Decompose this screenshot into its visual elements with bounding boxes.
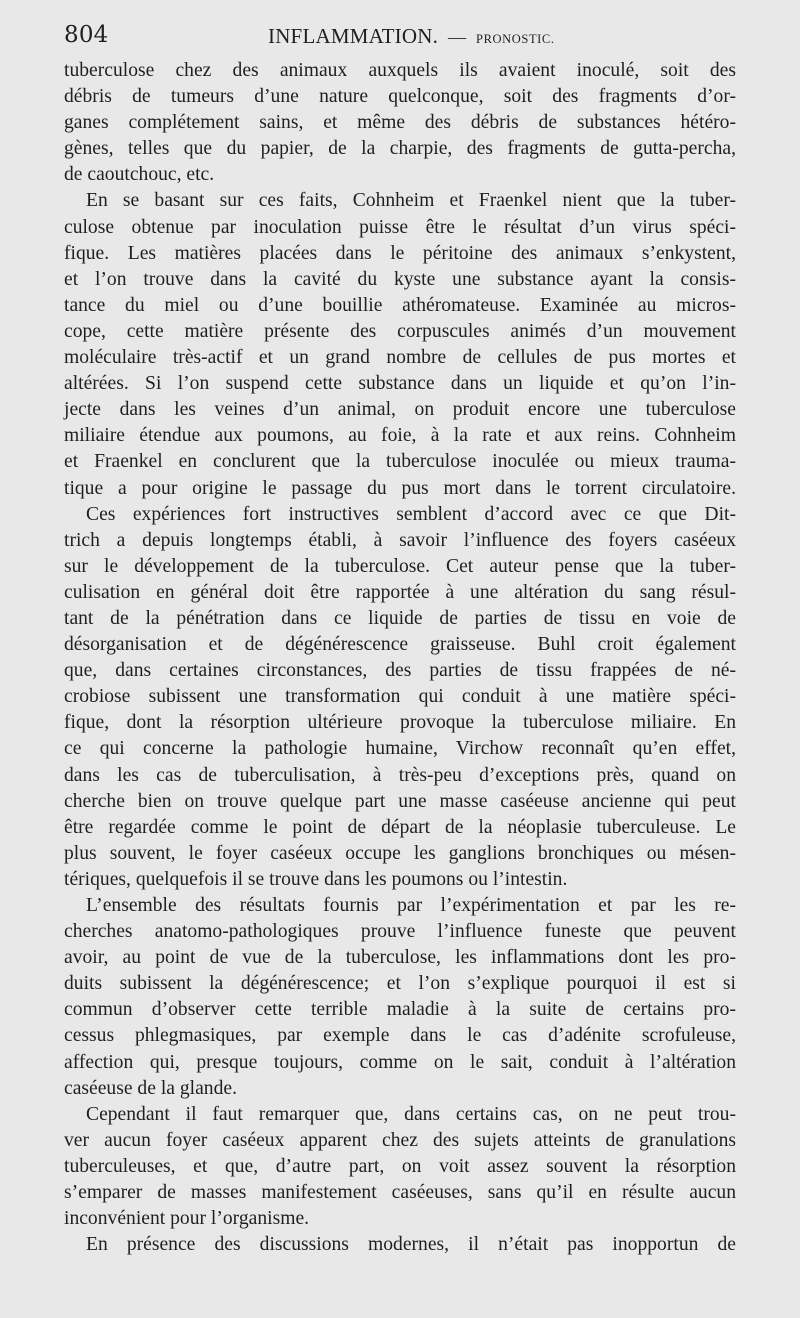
text-line: jecte dans les veines d’un animal, on produit encore une tuberculose bbox=[64, 399, 736, 421]
paragraph-start-line: L’ensemble des résultats fournis par l’expérimentation et par les re- bbox=[86, 895, 736, 916]
text-line: tant de la pénétration dans ce liquide de parties de tissu en voie de bbox=[64, 607, 736, 629]
text-line: s’emparer de masses manifestement caséeuses, sans qu’il en résulte aucun bbox=[64, 1182, 736, 1204]
running-title: INFLAMMATION. bbox=[268, 24, 439, 48]
text-line: tance du miel ou d’une bouillie athéromateuse. Examinée au micros- bbox=[64, 294, 736, 316]
text-line: fique, dont la résorption ultérieure provoque la tuberculose miliaire. En bbox=[64, 712, 736, 734]
text-line: inconvénient pour l’organisme. bbox=[64, 1208, 310, 1230]
text-line: ganes complétement sains, et même des débris de substances hétéro- bbox=[64, 112, 736, 134]
text-line: tériques, quelquefois il se trouve dans les poumons ou l’intestin. bbox=[64, 868, 568, 890]
text-line: affection qui, presque toujours, comme on le sait, conduit à l’altération bbox=[64, 1051, 736, 1073]
text-line: moléculaire très-actif et un grand nombre de cellules de pus mortes et bbox=[64, 347, 736, 369]
text-line: miliaire étendue aux poumons, au foie, à la rate et aux reins. Cohnheim bbox=[64, 425, 736, 447]
text-line: que, dans certaines circonstances, des parties de tissu frappées de né- bbox=[64, 660, 736, 682]
text-line: cope, cette matière présente des corpuscules animés d’un mouvement bbox=[64, 320, 736, 342]
text-line: altérées. Si l’on suspend cette substance dans un liquide et qu’on l’in- bbox=[64, 373, 736, 395]
text-line: cessus phlegmasiques, par exemple dans le cas d’adénite scrofuleuse, bbox=[64, 1025, 736, 1047]
text-line: cherches anatomo-pathologiques prouve l’influence funeste que peuvent bbox=[64, 921, 736, 943]
body-text bbox=[64, 58, 740, 1258]
running-section: PRONOSTIC. bbox=[476, 32, 555, 46]
text-line: de caoutchouc, etc. bbox=[64, 164, 215, 186]
text-line: et Fraenkel en conclurent que la tuberculose inoculée ou mieux trauma- bbox=[64, 451, 736, 473]
text-line: débris de tumeurs d’une nature quelconque, soit des fragments d’or- bbox=[64, 86, 736, 108]
page-number: 804 bbox=[64, 22, 109, 48]
text-line: ce qui concerne la pathologie humaine, Virchow reconnaît qu’en effet, bbox=[64, 738, 736, 760]
paragraph-start-line: En présence des discussions modernes, il n’était pas inopportun de bbox=[86, 1234, 736, 1256]
text-line: culisation en général doit être rapportée à une altération du sang résul- bbox=[64, 581, 736, 603]
text-line: duits subissent la dégénérescence; et l’on s’explique pourquoi il est si bbox=[64, 973, 736, 995]
text-line: sur le développement de la tuberculose. Cet auteur pense que la tuber- bbox=[64, 555, 736, 577]
text-line: culose obtenue par inoculation puisse être le résultat d’un virus spéci- bbox=[64, 216, 736, 238]
text-line: tique a pour origine le passage du pus mort dans le torrent circulatoire. bbox=[64, 477, 736, 499]
running-head-separator: — bbox=[448, 27, 467, 47]
text-line: commun d’observer cette terrible maladie à la suite de certains pro- bbox=[64, 999, 736, 1021]
paragraph-start-line: Cependant il faut remarquer que, dans certains cas, on ne peut trou- bbox=[86, 1103, 736, 1125]
text-line: cherche bien on trouve quelque part une masse caséeuse ancienne qui peut bbox=[64, 790, 736, 812]
text-line: avoir, au point de vue de la tuberculose, les inflammations dont les pro- bbox=[64, 947, 736, 969]
text-line: caséeuse de la glande. bbox=[64, 1077, 237, 1099]
text-line: être regardée comme le point de départ de la néoplasie tuberculeuse. Le bbox=[64, 816, 736, 838]
text-line: tuberculeuses, et que, d’autre part, on voit assez souvent la résorption bbox=[64, 1155, 736, 1177]
text-line: trich a depuis longtemps établi, à savoir l’influence des foyers caséeux bbox=[64, 529, 736, 551]
paragraph-start-line: En se basant sur ces faits, Cohnheim et Fraenkel nient que la tuber- bbox=[86, 190, 736, 212]
text-line: plus souvent, le foyer caséeux occupe les ganglions bronchiques ou mésen- bbox=[64, 842, 736, 864]
text-line: gènes, telles que du papier, de la charpie, des fragments de gutta-percha, bbox=[64, 138, 736, 160]
text-line: dans les cas de tuberculisation, à très-peu d’exceptions près, quand on bbox=[64, 764, 736, 786]
text-line: tuberculose chez des animaux auxquels ils avaient inoculé, soit des bbox=[64, 60, 736, 81]
text-line: fique. Les matières placées dans le péritoine des animaux s’enkystent, bbox=[64, 242, 736, 264]
paragraph-start-line: Ces expériences fort instructives semblent d’accord avec ce que Dit- bbox=[86, 503, 736, 525]
text-line: crobiose subissent une transformation qui conduit à une matière spéci- bbox=[64, 686, 736, 708]
page-header bbox=[64, 0, 740, 58]
text-line: ver aucun foyer caséeux apparent chez des sujets atteints de granulations bbox=[64, 1129, 736, 1151]
text-line: et l’on trouve dans la cavité du kyste une substance ayant la consis- bbox=[64, 268, 736, 290]
text-line: désorganisation et de dégénérescence graisseuse. Buhl croit également bbox=[64, 634, 736, 656]
running-head bbox=[268, 24, 555, 49]
